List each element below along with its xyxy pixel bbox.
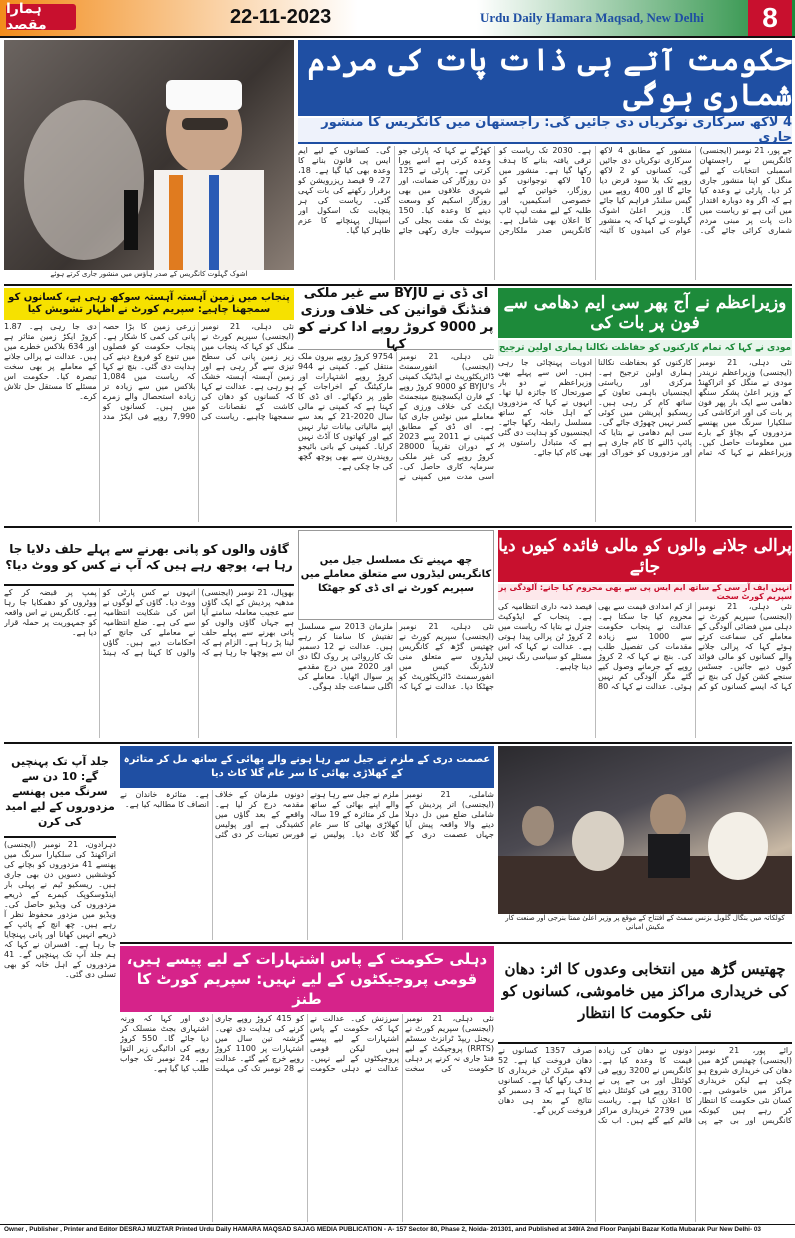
lead-photo-image bbox=[4, 40, 294, 270]
ads-headline-text: دہلی حکومت کے پاس اشتہارات کے لیے پیسے ہیں، قومی پروجیکٹوں کے لیے نہیں: سپریم کورٹ کا طنز bbox=[126, 950, 488, 1008]
masthead-date: 22-11-2023 bbox=[230, 6, 332, 28]
masthead-paper-name: Urdu Daily Hamara Maqsad, New Delhi bbox=[480, 10, 704, 25]
pm-body: نئی دہلی، 21 نومبر (ایجنسی) وزیراعظم نریندر مودی نے منگل کو اتراکھنڈ کے وزیر اعلیٰ پشکر سنگھ دھامی سے ایک بار پھر فون پر بات کی اور اترکاشی کی سلکیارا سرنگ میں پھنسے مزدوروں کے بچاؤ کے بارے میں معلومات حاصل کیں۔ وزیراعظم نے کہا کہ تمام کارکنوں کو بحفاظت نکالنا ہماری اولین ترجیح ہے۔ مرکزی اور ریاستی ایجنسیاں باہمی تعاون کے ساتھ کام کر رہی ہیں۔ ریسکیو آپریشن میں کوئی کسر نہیں چھوڑی جائے گی۔ سی ایم دھامی نے بتایا کہ پائپ ڈالنے کا کام جاری ہے اور مزدوروں کو خوراک اور ادویات پہنچائی جا رہی ہیں۔ اس سے پہلے بھی وزیراعظم نے دو بار صورتحال کا جائزہ لیا تھا۔ انہوں نے کہا کہ مزدوروں کے اہل خانہ کے ساتھ مسلسل رابطہ رکھا جائے۔ ایجنسیوں کو ہدایت دی گئی ہے کہ متبادل راستوں پر بھی کام کیا جائے۔ bbox=[498, 358, 792, 457]
footer-rule bbox=[0, 1224, 795, 1225]
tunnel-body: دہرادون، 21 نومبر (ایجنسی) اتراکھنڈ کی سلکیارا سرنگ میں پھنسے 41 مزدوروں کو بچانے کی کوششیں دسویں دن بھی جاری ہیں۔ ریسکیو ٹیم نے پہلی بار اینڈوسکوپک کیمرے کے ذریعے مزدوروں کی ویڈیو حاصل کی۔ ویڈیو میں مزدور محفوظ نظر آ رہے ہیں۔ چھ انچ کے پائپ کے ذریعے انہیں کھانا اور پانی پہنچایا جا رہا ہے۔ افسران نے کہا کہ ہم جلد آپ تک پہنچیں گے۔ 41 مزدوروں کے اہل خانہ کو بھی تسلی دی گئی۔ bbox=[4, 840, 116, 979]
stubble-subhead-text: انہیں ایف آر سی کے ساتھ ایم ایس پی سے بھی محروم کیا جانے: آلودگی پر سپریم کورٹ سخت bbox=[498, 583, 792, 601]
section-rule bbox=[4, 742, 792, 744]
summit-photo-caption: کولکاتہ میں بنگال گلوبل بزنس سمٹ کے افتتاح کے موقع پر وزیر اعلیٰ ممتا بنرجی اور صنعت کار مکیش امبانی bbox=[498, 914, 792, 934]
logo-text: ہمارا مقصد bbox=[6, 1, 47, 33]
footer-imprint: Owner , Publisher , Printer and Editor DESRAJ MUZTAR Printed Urdu Daily HAMARA MAQSAD SAJAG MEDIA PUBLICATION - A- 157 Sector 80, Phase 2, Noida- 201301, and Published at 349/A 2nd Floor Panjabi Bazar Kotla Mubarak Pur New Delhi- 03 bbox=[4, 1226, 761, 1233]
ads-body: نئی دہلی، 21 نومبر (ایجنسی) سپریم کورٹ نے ریجنل ریپڈ ٹرانزٹ سسٹم (RRTS) پروجیکٹ کے لیے فنڈ جاری نہ کرنے پر دہلی حکومت کی سخت سرزنش کی۔ عدالت نے کہا کہ حکومت کے پاس اشتہارات کے لیے پیسے ہیں لیکن قومی پروجیکٹوں کے لیے نہیں۔ عدالت نے دہلی حکومت کو 415 کروڑ روپے جاری کرنے کی ہدایت دی تھی۔ گزشتہ تین سال میں اشتہارات پر 1100 کروڑ روپے خرچ کیے گئے۔ عدالت نے 28 نومبر تک کی مہلت دی اور کہا کہ ورنہ اشتہاری بجٹ منسلک کر دیا جائے گا۔ 550 کروڑ روپے کی ادائیگی زیر التوا ہے۔ 24 نومبر تک جواب طلب کیا گیا ہے۔ bbox=[120, 1014, 494, 1073]
water-headline-text: گاؤں والوں کو پانی بھرنے سے پہلے حلف دلایا جا رہا ہے، پوچھ رہے ہیں کہ آپ نے کس کو ووٹ دیا؟ bbox=[5, 542, 293, 572]
tunnel-headline bbox=[4, 746, 116, 838]
section-rule bbox=[4, 526, 792, 528]
paddy-headline-text: چھتیس گڑھ میں انتخابی وعدوں کا اثر: دھان کی خریداری مراکز میں خاموشی، کسانوں کو نئی حکومت کا انتظار bbox=[501, 960, 789, 1022]
ed-headline-text: چھ مہینے تک مسلسل جیل میں کانگریس لیڈروں سے متعلق معاملے میں سپریم کورٹ نے ای ڈی کو جھٹکا bbox=[300, 555, 492, 594]
pm-headline-text: وزیراعظم نے آج پھر سی ایم دھامی سے فون پر بات کی bbox=[503, 293, 787, 333]
ads-headline bbox=[120, 946, 494, 1012]
masthead-rule bbox=[0, 36, 795, 38]
byju-body: نئی دہلی، 21 نومبر (ایجنسی) انفورسمنٹ ڈائریکٹوریٹ نے ایڈٹیک کمپنی BYJU's کو 9000 کروڑ روپے کے فارن ایکسچینج مینجمنٹ ایکٹ کی خلاف ورزی کے معاملے میں نوٹس جاری کیا ہے۔ ای ڈی کے مطابق کمپنی نے 2011 سے 2023 کے دوران تقریباً 28000 کروڑ روپے کی غیر ملکی سرمایہ کاری حاصل کی۔ اسی مدت میں کمپنی نے 9754 کروڑ روپے بیرون ملک منتقل کیے۔ کمپنی نے 944 کروڑ روپے اشتہارات اور مارکیٹنگ کے اخراجات کے طور پر دکھائے۔ ای ڈی کا کہنا ہے کہ کمپنی نے مالی سال 2020-21 کے بعد سے اپنے مالیاتی بیانات تیار نہیں کیے اور کھاتوں کا آڈٹ نہیں کرایا۔ کمپنی کے بانی بائیجو رویندرن سے بھی پوچھ گچھ کی جا چکی ہے۔ bbox=[298, 352, 494, 481]
paddy-headline bbox=[498, 940, 792, 1044]
stubble-headline-text: پرالی جلانے والوں کو مالی فائدہ کیوں دیا جائے bbox=[498, 536, 792, 577]
lead-photo bbox=[4, 40, 294, 270]
lead-photo-caption: اشوک گہلوت کانگریس کے صدر ہاؤس میں منشور جاری کرتے ہوئے bbox=[4, 270, 294, 281]
lead-headline bbox=[298, 40, 792, 116]
punjab-headline bbox=[4, 288, 294, 320]
masthead-logo bbox=[6, 1, 76, 33]
paddy-body: رائے پور، 21 نومبر (ایجنسی) چھتیس گڑھ میں دھان کی خریداری شروع ہو چکی ہے لیکن خریداری مراکز میں خاموشی ہے۔ کسان نئی حکومت کا انتظار کر رہے ہیں کیونکہ کانگریس اور بی جے پی دونوں نے دھان کی زیادہ قیمت کا وعدہ کیا ہے۔ کانگریس نے 3200 روپے فی کوئنٹل اور بی جے پی نے 3100 روپے فی کوئنٹل دینے کا اعلان کیا ہے۔ ریاست میں 2739 خریداری مراکز قائم کیے گئے ہیں۔ اب تک صرف 1357 کسانوں نے دھان فروخت کیا ہے۔ 52 لاکھ میٹرک ٹن خریداری کا ہدف رکھا گیا ہے۔ کسانوں کا کہنا ہے کہ 3 دسمبر کو نتائج کے بعد ہی دھان فروخت کریں گے۔ bbox=[498, 1046, 792, 1125]
byju-headline bbox=[298, 285, 494, 352]
stubble-headline bbox=[498, 530, 792, 582]
tunnel-headline-text: جلد آپ تک پہنچیں گے: 10 دن سے سرنگ میں پھنسے مزدوروں کے لیے امید کی کرن bbox=[5, 754, 115, 828]
water-body: بھوپال، 21 نومبر (ایجنسی) مدھیہ پردیش کے ایک گاؤں سے عجیب معاملہ سامنے آیا ہے جہاں گاؤں والوں کو پانی بھرنے سے پہلے حلف لینا پڑ رہا ہے۔ الزام ہے کہ ان سے پوچھا جا رہا ہے کہ انہوں نے کس پارٹی کو ووٹ دیا۔ گاؤں کے لوگوں نے اس کی شکایت انتظامیہ سے کی ہے۔ ضلع انتظامیہ نے معاملے کی جانچ کے احکامات دیے ہیں۔ گاؤں والوں کا کہنا ہے کہ ہینڈ پمپ پر قبضہ کر کے ووٹروں کو دھمکایا جا رہا ہے۔ کانگریس نے اس واقعہ کو جمہوریت پر حملہ قرار دیا ہے۔ bbox=[4, 588, 294, 657]
wrestler-headline bbox=[120, 746, 494, 788]
pm-headline bbox=[498, 288, 792, 338]
lead-headline-text: حکومت آتے ہی ذات پات کی مردم شماری ہوگی bbox=[307, 43, 792, 113]
wrestler-body: شاملی، 21 نومبر (ایجنسی) اتر پردیش کے شاملی ضلع میں دل دہلا دینے والا واقعہ پیش آیا جہاں عصمت دری کے ملزم نے جیل سے رہا ہونے والے اپنے بھائی کے ساتھ مل کر متاثرہ کے 19 سالہ کھلاڑی بھائی کا سر عام گلا کاٹ دیا۔ پولیس نے دونوں ملزمان کے خلاف مقدمہ درج کر لیا ہے۔ واقعے کے بعد گاؤں میں کشیدگی ہے اور پولیس فورس تعینات کر دی گئی ہے۔ متاثرہ خاندان نے انصاف کا مطالبہ کیا ہے۔ bbox=[120, 790, 494, 839]
lead-subhead bbox=[298, 115, 792, 145]
lead-subhead-text: 4 لاکھ سرکاری نوکریاں دی جائیں گی: راجستھان میں کانگریس کا منشور جاری bbox=[321, 115, 792, 145]
punjab-body: نئی دہلی، 21 نومبر (ایجنسی) سپریم کورٹ نے منگل کو کہا کہ پنجاب میں زیر زمین پانی کی سطح تیزی سے گر رہی ہے اور زمین آہستہ آہستہ خشک ہو رہی ہے۔ عدالت نے کہا کہ کسانوں کو دھان کی کاشت کے نقصانات کو سمجھنا چاہیے۔ ریاست کی زرعی زمین کا بڑا حصہ پانی کی کمی کا شکار ہے۔ پنجاب حکومت کو فصلوں میں تنوع کو فروغ دینے کی ہدایت دی گئی۔ بنچ نے کہا کہ ریاست میں 1,084 بلاکس میں سے زیادہ تر زیادہ استحصال والے زمرے میں ہیں۔ کسانوں کو 7,990 روپے فی ایکڑ مدد دی جا رہی ہے۔ 1.87 کروڑ ایکڑ زمین متاثر ہے اور 634 بلاکس خطرے میں ہیں۔ عدالت نے پرالی جلانے کے معاملے پر بھی سخت تبصرہ کیا۔ حکومت اس مسئلے کا مستقل حل تلاش کرے۔ bbox=[4, 322, 294, 421]
lead-body: جے پور، 21 نومبر (ایجنسی) کانگریس نے راجستھان اسمبلی انتخابات کے لیے منگل کو اپنا منشور جاری کر دیا۔ پارٹی نے وعدہ کیا ہے کہ اگر وہ دوبارہ اقتدار میں آتی ہے تو ریاست میں ذات پات پر مبنی مردم شماری کرائی جائے گی۔ منشور کے مطابق 4 لاکھ سرکاری نوکریاں دی جائیں گی، کسانوں کو 2 لاکھ روپے تک بلا سود قرض دیا جائے گا اور 400 روپے میں گیس سلنڈر فراہم کیا جائے گا۔ وزیر اعلیٰ اشوک گہلوت نے کہا کہ یہ منشور عوام کی امیدوں کا آئینہ ہے۔ 2030 تک ریاست کو ترقی یافتہ بنانے کا ہدف رکھا گیا ہے۔ منشور میں 10 لاکھ نوجوانوں کو روزگار، خواتین کے لیے خصوصی اسکیمیں، اور طلبہ کے لیے مفت لیپ ٹاپ کا اعلان بھی شامل ہے۔ کانگریس صدر ملکارجن کھڑگے نے کہا کہ پارٹی جو وعدہ کرتی ہے اسے پورا کرتی ہے۔ پارٹی نے 125 دن روزگار کی ضمانت، اور شہری علاقوں میں بھی روزگار اسکیم کو وسعت دینے کا وعدہ کیا۔ 150 یونٹ تک مفت بجلی کی سہولت جاری رکھی جائے گی۔ کسانوں کے لیے ایم ایس پی قانون بنانے کا وعدہ بھی کیا گیا ہے۔ 18، 27، 9 فیصد ریزرویشن کو برقرار رکھنے کی بات کہی گئی۔ ریاست کی ہر پنچایت تک اسکول اور اسپتال پہنچانے کا عزم ظاہر کیا گیا۔ bbox=[298, 146, 792, 235]
stubble-body: نئی دہلی، 21 نومبر (ایجنسی) سپریم کورٹ نے دہلی میں فضائی آلودگی کے معاملے کی سماعت کرتے ہوئے کہا کہ پرالی جلانے والے کسانوں کو مالی فوائد کیوں دیے جائیں۔ جسٹس سنجے کشن کول کی بنچ نے کہا کہ ایسے کسانوں کو کم از کم امدادی قیمت سے بھی محروم کیا جا سکتا ہے۔ عدالت نے پنجاب حکومت سے 1000 سے زیادہ مقدمات کی تفصیل طلب کی۔ بنچ نے کہا کہ 2 کروڑ روپے کے جرمانے وصول کیے گئے مگر آلودگی کم نہیں ہوئی۔ عدالت نے کہا کہ 80 فیصد ذمہ داری انتظامیہ کی ہے۔ پنجاب کے ایڈوکیٹ جنرل نے بتایا کہ ریاست میں 2 کروڑ ٹن پرالی پیدا ہوتی ہے۔ عدالت نے کہا کہ اس مسئلے کو سیاسی رنگ نہیں دینا چاہیے۔ bbox=[498, 602, 792, 691]
ed-body: نئی دہلی، 21 نومبر (ایجنسی) سپریم کورٹ نے چھتیس گڑھ کے کانگریس لیڈروں سے متعلق منی لانڈرنگ کیس میں انفورسمنٹ ڈائریکٹوریٹ کو جھٹکا دیا۔ عدالت نے کہا کہ ملزمان 2013 سے مسلسل تفتیش کا سامنا کر رہے ہیں۔ عدالت نے 12 دسمبر تک کارروائی پر روک لگا دی اور 2020 میں درج مقدمے پر سوال اٹھایا۔ معاملے کی اگلی سماعت جلد ہوگی۔ bbox=[298, 622, 494, 691]
summit-photo bbox=[498, 746, 792, 914]
summit-photo-image bbox=[498, 746, 792, 914]
pm-subhead-text: مودی نے کہا کہ تمام کارکنوں کو حفاظت نکالنا ہماری اولین ترجیح bbox=[498, 343, 792, 353]
ed-headline bbox=[298, 530, 494, 620]
punjab-headline-text: پنجاب میں زمین آہستہ آہستہ سوکھ رہی ہے، کسانوں کو سمجھنا چاہیے: سپریم کورٹ نے اظہار تشویش کیا bbox=[8, 292, 290, 315]
page-number bbox=[748, 0, 792, 36]
byju-headline-text: ای ڈی نے BYJU سے غیر ملکی فنڈنگ قوانین کی خلاف ورزی پر 9000 کروڑ روپے ادا کرنے کو کہا bbox=[298, 285, 494, 352]
water-headline bbox=[4, 530, 294, 586]
pm-subhead bbox=[498, 340, 792, 356]
wrestler-headline-text: عصمت دری کے ملزم نے جیل سے رہا ہونے والے بھائی کے ساتھ مل کر متاثرہ کے کھلاڑی بھائی کا سر عام گلا کاٹ دیا bbox=[123, 754, 491, 779]
stubble-subhead bbox=[498, 584, 792, 600]
page-number-text: 8 bbox=[762, 2, 778, 33]
